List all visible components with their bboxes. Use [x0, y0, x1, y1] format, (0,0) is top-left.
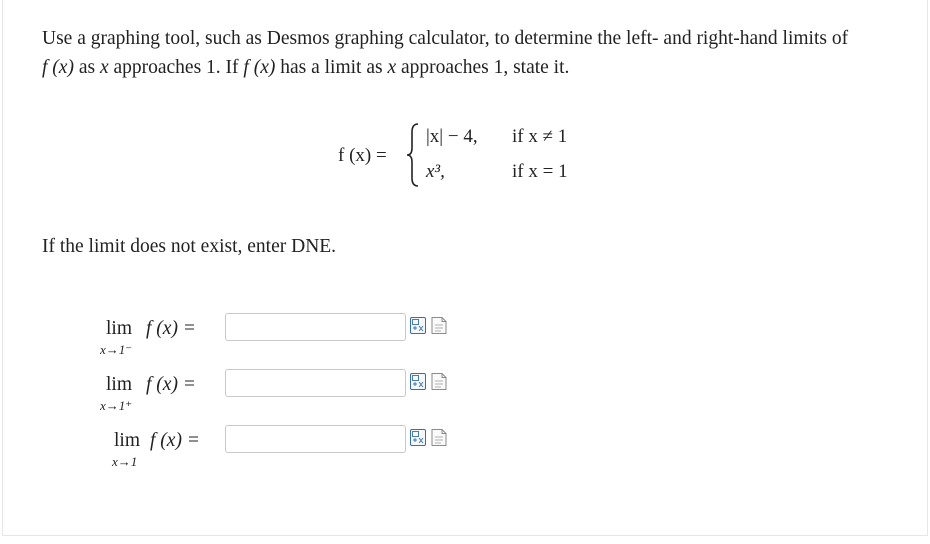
lim-fx-text: f (x) = — [146, 374, 196, 395]
limit-row-right — [96, 374, 476, 414]
formula-editor-icon[interactable] — [410, 429, 426, 446]
document-icon[interactable] — [431, 317, 447, 334]
lim-fx-text: f (x) = — [146, 318, 196, 339]
lim-subscript: x→1⁺ — [100, 398, 133, 413]
lim-subscript: x→1 — [112, 454, 138, 469]
formula-editor-icon[interactable] — [410, 317, 426, 334]
question-line-1: Use a graphing tool, such as Desmos graphing calculator, to determine the left- and right-hand limits of — [42, 28, 849, 49]
case-2-condition: if x = 1 — [512, 161, 568, 182]
left-brace-icon — [404, 122, 422, 188]
lim-label: lim — [114, 430, 141, 451]
lim-fx — [146, 374, 196, 396]
limit-row-left — [96, 318, 476, 358]
piecewise-case-1 — [426, 126, 568, 148]
case-1-condition: if x ≠ 1 — [512, 126, 568, 147]
two-sided-limit-input[interactable] — [225, 425, 406, 453]
text-has-limit: has a limit as — [275, 57, 388, 78]
lim-fx-text: f (x) = — [150, 430, 200, 451]
lim-label: lim — [106, 374, 133, 395]
lim-subscript: x→1⁻ — [100, 342, 133, 357]
lim-fx — [150, 430, 200, 452]
piecewise-function — [338, 120, 598, 190]
text-state-it: approaches 1, state it. — [396, 57, 570, 78]
fx-inline-2: f (x) — [243, 57, 276, 78]
document-icon[interactable] — [431, 373, 447, 390]
x-inline: x — [99, 57, 109, 78]
text-as: as — [73, 57, 100, 78]
question-line-2 — [42, 53, 902, 82]
document-icon[interactable] — [431, 429, 447, 446]
text-approaches: approaches 1. If — [108, 57, 244, 78]
piecewise-case-2 — [426, 161, 568, 183]
fx-inline: f (x) — [42, 57, 74, 78]
limit-row-two-sided — [96, 430, 476, 470]
case-2-expression: x³, — [426, 161, 445, 182]
x-inline-2: x — [387, 57, 397, 78]
piecewise-lhs: f (x) = — [338, 145, 387, 166]
left-limit-input[interactable] — [225, 313, 406, 341]
dne-instruction: If the limit does not exist, enter DNE. — [42, 236, 337, 257]
lim-fx — [146, 318, 196, 340]
question-text — [42, 24, 902, 82]
lim-label: lim — [106, 318, 133, 339]
formula-editor-icon[interactable] — [410, 373, 426, 390]
case-1-expression: |x| − 4, — [426, 126, 478, 147]
right-limit-input[interactable] — [225, 369, 406, 397]
